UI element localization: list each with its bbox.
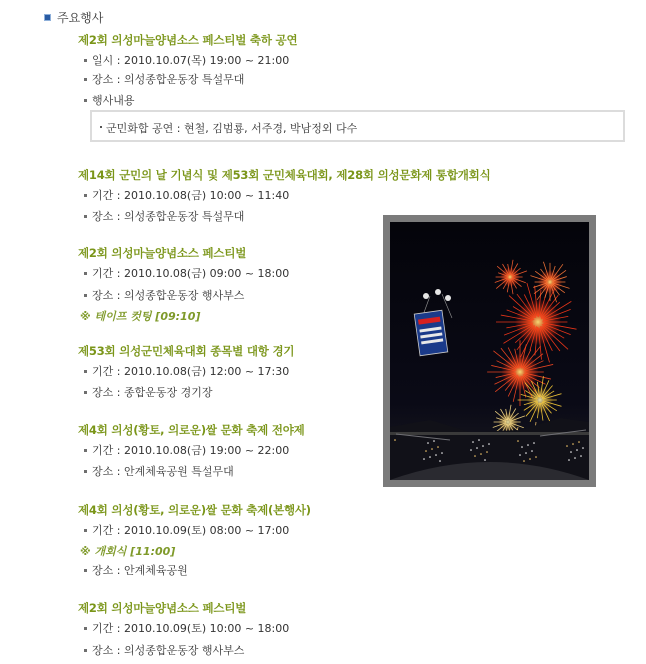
bullet-icon	[84, 99, 87, 102]
event-detail-box	[90, 110, 625, 142]
crowd-light	[576, 449, 578, 451]
event-note: ※ 개회식 [11:00]	[80, 545, 176, 558]
crowd-light	[429, 456, 431, 458]
crowd-light	[394, 439, 396, 441]
bullet-icon	[84, 391, 87, 394]
crowd-light	[529, 458, 531, 460]
bullet-square-icon	[44, 14, 51, 21]
crowd-light	[517, 440, 519, 442]
event-info-line: 기간 : 2010.10.09(토) 10:00 ~ 18:00	[84, 620, 289, 636]
event-info-line: 장소 : 안계체육공원 특설무대	[84, 463, 234, 479]
bullet-icon	[84, 627, 87, 630]
crowd-light	[574, 457, 576, 459]
bullet-dot-icon	[100, 126, 102, 128]
event-info-line: 장소 : 종합운동장 경기장	[84, 384, 212, 400]
crowd-light	[578, 441, 580, 443]
photo-frame	[383, 215, 596, 487]
event-info-line: 기간 : 2010.10.08(금) 09:00 ~ 18:00	[84, 265, 289, 281]
event-info-line: 일시 : 2010.10.07(목) 19:00 ~ 21:00	[84, 52, 289, 68]
bullet-icon	[84, 294, 87, 297]
event-title[interactable]: 제2회 의성마늘양념소스 페스티벌 축하 공연	[78, 33, 298, 47]
bullet-icon	[84, 370, 87, 373]
crowd-light	[474, 455, 476, 457]
crowd-light	[439, 460, 441, 462]
bullet-icon	[84, 529, 87, 532]
crowd-light	[423, 458, 425, 460]
crowd-light	[482, 445, 484, 447]
crowd-light	[523, 460, 525, 462]
crowd-light	[488, 443, 490, 445]
event-info-line: 장소 : 의성종합운동장 행사부스	[84, 287, 244, 303]
crowd-light	[478, 439, 480, 441]
bullet-icon	[84, 78, 87, 81]
bullet-icon	[84, 194, 87, 197]
bullet-icon	[84, 449, 87, 452]
crowd-light	[527, 444, 529, 446]
crowd-light	[484, 459, 486, 461]
crowd-light	[425, 450, 427, 452]
crowd-light	[480, 453, 482, 455]
bullet-icon	[84, 649, 87, 652]
bullet-icon	[84, 470, 87, 473]
crowd-light	[486, 451, 488, 453]
event-title[interactable]: 제53회 의성군민체육대회 종목별 대항 경기	[78, 344, 295, 358]
event-detail-text: 군민화합 공연 : 현철, 김범룡, 서주경, 박남정외 다수	[106, 122, 358, 135]
crowd-light	[427, 442, 429, 444]
crowd-light	[533, 442, 535, 444]
event-title[interactable]: 제4회 의성(황토, 의로운)쌀 문화 축제(본행사)	[78, 503, 311, 517]
bullet-icon	[84, 569, 87, 572]
crowd-light	[568, 459, 570, 461]
section-header	[44, 8, 103, 26]
event-info-line: 장소 : 안계체육공원	[84, 562, 188, 578]
crowd-light	[472, 441, 474, 443]
crowd-light	[470, 449, 472, 451]
event-info-line: 행사내용	[84, 92, 135, 108]
event-info-line: 장소 : 의성종합운동장 행사부스	[84, 642, 244, 658]
crowd-light	[435, 454, 437, 456]
event-info-line: 기간 : 2010.10.08(금) 10:00 ~ 11:40	[84, 187, 289, 203]
crowd-light	[582, 447, 584, 449]
crowd-light	[521, 446, 523, 448]
crowd-light	[519, 454, 521, 456]
crowd-light	[476, 447, 478, 449]
event-note: ※ 테이프 컷팅 [09:10]	[80, 310, 201, 323]
event-info-line: 기간 : 2010.10.08(금) 12:00 ~ 17:30	[84, 363, 289, 379]
event-info-line: 장소 : 의성종합운동장 특설무대	[84, 71, 244, 87]
crowd-light	[531, 450, 533, 452]
crowd-light	[431, 448, 433, 450]
crowd-light	[525, 452, 527, 454]
section-title: 주요행사	[57, 10, 104, 25]
crowd-light	[535, 456, 537, 458]
event-info-line: 기간 : 2010.10.09(토) 08:00 ~ 17:00	[84, 522, 289, 538]
crowd-light	[433, 440, 435, 442]
crowd-light	[441, 452, 443, 454]
bullet-icon	[84, 59, 87, 62]
event-info-line: 기간 : 2010.10.08(금) 19:00 ~ 22:00	[84, 442, 289, 458]
event-title[interactable]: 제14회 군민의 날 기념식 및 제53회 군민체육대회, 제28회 의성문화제 통합개회식	[78, 168, 491, 182]
event-info-line: 장소 : 의성종합운동장 특설무대	[84, 208, 244, 224]
fireworks-photo	[390, 222, 589, 480]
bullet-icon	[84, 215, 87, 218]
crowd-light	[570, 451, 572, 453]
crowd-light	[566, 445, 568, 447]
event-title[interactable]: 제2회 의성마늘양념소스 페스티벌	[78, 601, 247, 615]
event-title[interactable]: 제2회 의성마늘양념소스 페스티벌	[78, 246, 247, 260]
bullet-icon	[84, 272, 87, 275]
crowd-light	[572, 443, 574, 445]
crowd-light	[437, 446, 439, 448]
crowd-light	[580, 455, 582, 457]
event-title[interactable]: 제4회 의성(황토, 의로운)쌀 문화 축제 전야제	[78, 423, 305, 437]
